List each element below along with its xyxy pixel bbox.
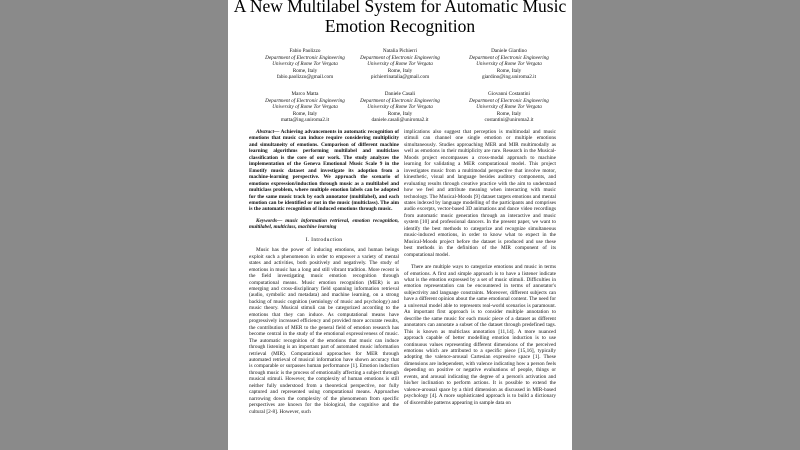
author-affiliation: Department of Electronic Engineering — [265, 54, 345, 61]
author-university: University of Rome Tor Vergata — [272, 104, 338, 111]
keywords: Keywords— music information retrieval, emotion recognition, multilabel, multiclass, machine learning — [249, 217, 399, 231]
author-university: University of Rome Tor Vergata — [272, 61, 338, 68]
author-block — [345, 48, 455, 81]
author-university: University of Rome Tor Vergata — [476, 104, 542, 111]
right-column — [404, 129, 556, 406]
author-university: University of Rome Tor Vergata — [367, 61, 433, 68]
author-email: pichierrinatalia@gmail.com — [370, 74, 430, 81]
author-block — [454, 48, 564, 81]
left-column — [249, 129, 399, 415]
author-block — [250, 48, 360, 81]
author-block — [454, 91, 564, 124]
author-affiliation: Department of Electronic Engineering — [265, 97, 345, 104]
author-affiliation: Department of Electronic Engineering — [360, 54, 440, 61]
author-email: costantini@uniroma2.it — [484, 117, 534, 124]
keywords-label: Keywords — [256, 217, 277, 224]
author-city: Rome, Italy — [496, 67, 522, 74]
keywords-text: music information retrieval, emotion recognition, multilabel, multiclass, machine learning — [249, 217, 399, 231]
author-city: Rome, Italy — [387, 67, 413, 74]
author-name: Marco Matta — [291, 91, 319, 97]
author-name: Daniele Casali — [384, 91, 416, 97]
author-email: giardino@ing.uniroma2.it — [481, 74, 537, 81]
section-number: I. — [305, 236, 310, 243]
section-title: Introduction — [311, 236, 343, 243]
author-block — [345, 91, 455, 124]
author-affiliation: Department of Electronic Engineering — [360, 97, 440, 104]
author-name: Daniele Giardino — [491, 48, 527, 54]
author-university: University of Rome Tor Vergata — [476, 61, 542, 68]
body-paragraph: There are multiple ways to categorize emotions and music in terms of emotions. A first and simple approach is to have a listener indicate what is the emotion expressed by a set of music stimuli. Difficulties in emotion representation can be encountered in terms of annotator's subjectivity and language constraints. Moreover, different subjects can have a different opinion about the same emotional content. The need for a universal model able to represents real-world scenarios is paramount. An important first approach is to consider multiple annotation to describe the same music for each music piece of a dataset as different annotators can annotate a subset of the dataset through predefined tags. This is known as multiclass annotation [11,14]. A more nuanced approach capable of better modelling emotion induction is to use continuous values representing different dimensions of the perceived emotions which are attributed to a specific piece [15,16], typically adopting the valence-arousal Cartesian expressive space [1]. These dimensions are independent, with valence indicating how a person feels depending on positive or negative evaluations of people, things or events, and arousal indicating the degree of a person's activation and his/her inclination to perform actions. It is possible to extend the valence-arousal space by a third dimension as discussed in MIR-based psychology [4]. A more sophisticated approach is to build a dictionary of discernible patterns appearing in sample data on — [404, 264, 556, 406]
author-email: daniele.casali@uniroma2.it — [371, 117, 429, 124]
abstract-text: Achieving advancements in automatic recognition of emotions that music can induce require considering multiplicity and simultaneity of emotions. Comparison of different machine learning algorithms performing multilabel and multiclass classification is the core of our work. The study analyzes the implementation of the Geneva Emotional Music Scale 9 in the Emotify music dataset and investigate its adoption from a machine-learning perspective. We approach the scenario of emotions expression/induction through music as a multilabel and multiclass problem, where multiple emotion labels can be adopted for the same music track by each annotator (multilabel), and each emotion can be identified or not in the music (multiclass). The aim is the automatic recognition of induced emotions through music. — [249, 129, 399, 213]
author-city: Rome, Italy — [292, 67, 318, 74]
paper-page — [228, 0, 572, 450]
author-email: matta@ing.uniroma2.it — [280, 117, 330, 124]
author-name: Giovanni Costantini — [488, 91, 530, 97]
author-email: fabio.paolizzo@gmail.com — [276, 74, 334, 81]
author-affiliation: Department of Electronic Engineering — [469, 54, 549, 61]
section-heading — [249, 237, 399, 243]
author-city: Rome, Italy — [496, 110, 522, 117]
author-name: Fabio Paolizzo — [289, 48, 321, 54]
author-block — [250, 91, 360, 124]
body-paragraph: implications also suggest that perception is multimodal and music stimuli can channel one single emotion or multiple emotions simultaneously. Studies approaching MER and MIR multimodally as well as emotions in their multiplicity are rare. Research in the Musical-Moods project encompasses a cross-modal approach to machine learning for validating a MER computational model. This project investigates music from a multimodal perspective that involve motor, kinesthetic, visual and language besides auditory components, and evaluating results through creative practice with the aim to understand how we feel and attribute meaning when interacting with music technology. The Musical-Moods [9] dataset targets emotions and mental states indexed by language modelling of the participants and comprises audio excerpts, vector-based 3D animations and dance video recordings from automatic music generation through an interactive and music system [10] and professional dancers. In the present paper, we want to identify the best methods to categorize and recognize simultaneous music-induced emotions, in order to know what to expect in the Musical-Moods project before the dataset is produced and use these best methods in the definition of the MIR component of its computational model. — [404, 129, 556, 258]
author-affiliation: Department of Electronic Engineering — [469, 97, 549, 104]
author-city: Rome, Italy — [292, 110, 318, 117]
body-paragraph: Music has the power of inducing emotions, and human beings exploit such a phenomenon in order to empower a variety of mental states and activities, both positively and negatively. The study of emotions in music has a long and still vibrant tradition. More recent is the field investigating music emotion recognition through computational means. Music emotion recognition (MER) is an emerging and cross-disciplinary field spanning information retrieval (audio, symbolic and metadata) and machine learning, on a strong backing of music cognition (semiology of music and psychology) and music theory. Musical stimuli can be categorized according to the emotions that they can induce. As computational means have progressively increased efficiency and provided more accurate results, the contribution of MER to the general field of emotion research has become central in the study of the emotional expressiveness of music. The automatic recognition of the emotions that music can induce through listening is an important part of automated music information retrieval (MIR). Computational approaches for MER through automated retrieval of musical information have shown accuracy that is comparable or surpasses human performance [1]. Emotion induction through music is the process of emotionally affecting a subject through musical stimuli. However, the complexity of human emotions is still neither fully understood from a theoretical perspective, nor fully captured and represented using computational means. Approaches narrowing down the complexity of the phenomenon from specific perspectives are known for the biological, the cognitive and the cultural [2-8]. However, such — [249, 247, 399, 415]
author-name: Natalia Pichierri — [382, 48, 418, 54]
paper-title: A New Multilabel System for Automatic Music Emotion Recognition — [233, 0, 567, 36]
abstract: Abstract— Achieving advancements in automatic recognition of emotions that music can induce require considering multiplicity and simultaneity of emotions. Comparison of different machine learning algorithms performing multilabel and multiclass classification is the core of our work. The study analyzes the implementation of the Geneva Emotional Music Scale 9 in the Emotify music dataset and investigate its adoption from a machine-learning perspective. We approach the scenario of emotions expression/induction through music as a multilabel and multiclass problem, where multiple emotion labels can be adopted for the same music track by each annotator (multilabel), and each emotion can be identified or not in the music (multiclass). The aim is the automatic recognition of induced emotions through music. — [249, 129, 399, 213]
abstract-label: Abstract — [256, 129, 275, 135]
author-university: University of Rome Tor Vergata — [367, 104, 433, 111]
author-city: Rome, Italy — [387, 110, 413, 117]
